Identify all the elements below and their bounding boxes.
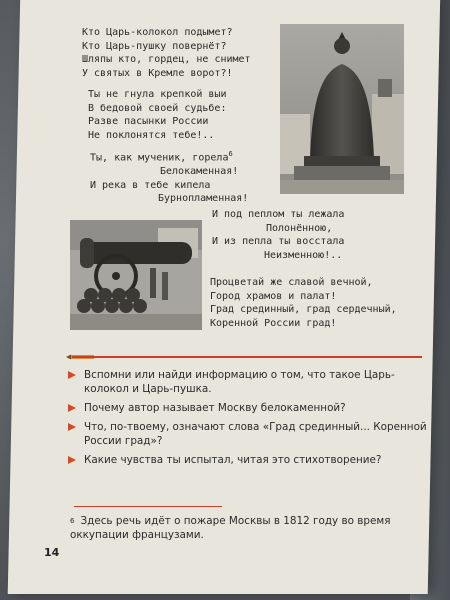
question-text: Что, по-твоему, означают слова «Град срединный... Коренной России град»?	[84, 421, 427, 447]
verse-line: Бурнопламенная!	[158, 193, 249, 205]
verse-stanza-4	[212, 208, 344, 262]
footnote-divider	[74, 506, 222, 507]
verse-line: Коренной России град!	[210, 317, 337, 329]
verse-line: И из пепла ты восстала	[212, 236, 345, 248]
question-text: Почему автор называет Москву белокаменной?	[84, 402, 346, 414]
question-text: Какие чувства ты испытал, читая это стихотворение?	[84, 454, 382, 466]
footnote-text: Здесь речь идёт о пожаре Москвы в 1812 году во время оккупации французами.	[70, 515, 391, 541]
page-number: 14	[44, 546, 60, 559]
verse-line: Шляпы кто, гордец, не снимет	[82, 54, 251, 66]
tsar-cannon-image	[70, 220, 202, 330]
question-item	[68, 453, 438, 467]
verse-line: У святых в Кремле ворот?!	[82, 67, 233, 79]
question-item	[68, 401, 438, 415]
verse-line: Разве пасынки России	[88, 116, 209, 128]
tsar-bell-photo	[280, 24, 404, 194]
bullet-arrow-icon	[68, 456, 76, 464]
verse-line: Процветай же славой вечной,	[210, 277, 373, 288]
verse-line: В бедовой своей судьбе:	[88, 102, 227, 114]
section-divider	[72, 356, 422, 358]
footnote	[70, 514, 430, 542]
verse-line: Ты не гнула крепкой выи	[88, 89, 227, 100]
verse-line: Белокаменная!	[160, 165, 239, 177]
verse-line: Кто Царь-пушку повернёт?	[82, 40, 227, 52]
verse-line: Полонённою,	[266, 222, 333, 234]
question-item	[68, 420, 438, 448]
verse-line: Ты, как мученик, горела	[90, 152, 229, 164]
book-page	[8, 0, 441, 594]
question-item	[68, 368, 438, 396]
verse-stanza-3	[90, 148, 248, 206]
bullet-arrow-icon	[68, 371, 76, 379]
verse-stanza-1	[82, 26, 251, 80]
verse-line: Кто Царь-колокол подымет?	[82, 27, 233, 38]
verse-stanza-2	[88, 88, 226, 142]
verse-line: И под пеплом ты лежала	[212, 209, 345, 220]
tsar-bell-image	[280, 24, 404, 194]
verse-line: И река в тебе кипела	[90, 179, 211, 191]
footnote-ref: 6	[228, 150, 233, 158]
verse-line: Город храмов и палат!	[210, 290, 337, 302]
bullet-arrow-icon	[68, 423, 76, 431]
bullet-arrow-icon	[68, 404, 76, 412]
verse-line: Не поклонятся тебе!..	[88, 129, 215, 141]
questions-list	[68, 368, 438, 472]
tsar-cannon-photo	[70, 220, 202, 330]
verse-line: Град срединный, град сердечный,	[210, 304, 397, 316]
footnote-marker: 6	[70, 517, 75, 525]
verse-stanza-5	[210, 276, 397, 330]
verse-line: Неизменною!..	[264, 249, 343, 261]
question-text: Вспомни или найди информацию о том, что такое Царь-колокол и Царь-пушка.	[84, 369, 395, 395]
